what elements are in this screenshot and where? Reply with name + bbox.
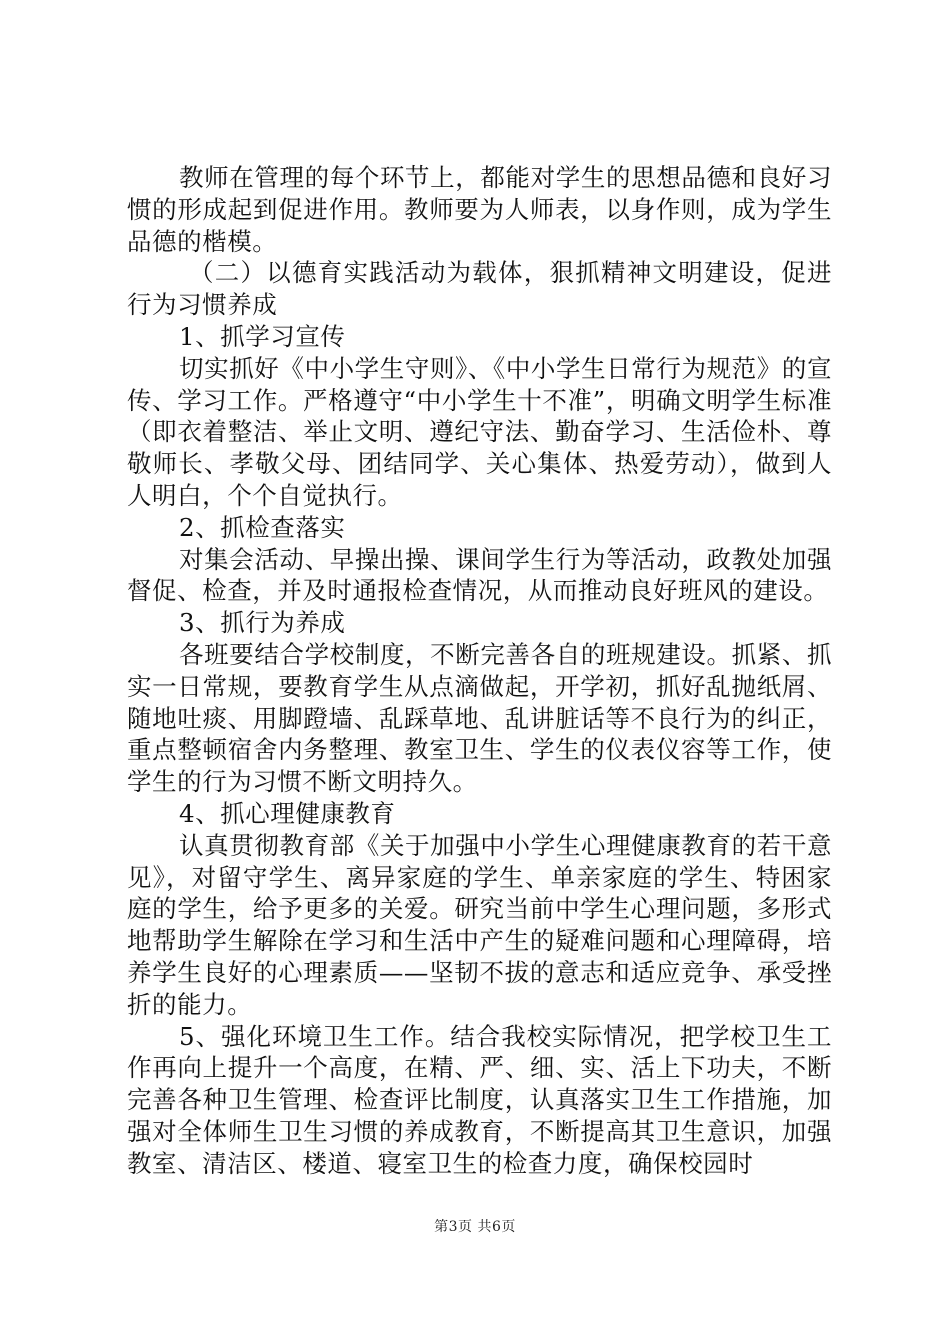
paragraph-study-publicity: 切实抓好《中小学生守则》、《中小学生日常行为规范》的宣传、学习工作。严格遵守“中小学生十不准”，明确文明学生标准（即衣着整洁、举止文明、遵纪守法、勤奋学习、生活俭朴、尊敬师长、孝敬父母、团结同学、关心集体、热爱劳动），做到人人明白，个个自觉执行。 — [127, 353, 832, 510]
item-heading-study-publicity: 1、抓学习宣传 — [179, 321, 346, 351]
item-heading-inspection: 2、抓检查落实 — [179, 512, 346, 542]
document-body — [127, 162, 832, 1180]
section-heading-moral-practice: （二）以德育实践活动为载体，狠抓精神文明建设，促进行为习惯养成 — [127, 258, 832, 320]
page-footer: 第3页 共6页 — [434, 1219, 516, 1235]
item-heading-mental-health: 4、抓心理健康教育 — [179, 798, 396, 828]
paragraph-behavior: 各班要结合学校制度，不断完善各自的班规建设。抓紧、抓实一日常规，要教育学生从点滴做起，开学初，抓好乱抛纸屑、随地吐痰、用脚蹬墙、乱踩草地、乱讲脏话等不良行为的纠正，重点整顿宿舍内务整理、教室卫生、学生的仪表仪容等工作，使学生的行为习惯不断文明持久。 — [127, 639, 832, 797]
paragraph-inspection: 对集会活动、早操出操、课间学生行为等活动，政教处加强督促、检查，并及时通报检查情况，从而推动良好班风的建设。 — [127, 544, 832, 606]
item-heading-behavior: 3、抓行为养成 — [179, 608, 346, 638]
paragraph-mental-health: 认真贯彻教育部《关于加强中小学生心理健康教育的若干意见》，对留守学生、离异家庭的学生、单亲家庭的学生、特困家庭的学生，给予更多的关爱。研究当前中学生心理问题，多形式地帮助学生解除在学习和生活中产生的疑难问题和心理障碍，培养学生良好的心理素质——坚韧不拔的意志和适应竞争、承受挫折的能力。 — [127, 830, 832, 1019]
paragraph-environment-hygiene: 5、强化环境卫生工作。结合我校实际情况，把学校卫生工作再向上提升一个高度，在精、严、细、实、活上下功夫，不断完善各种卫生管理、检查评比制度，认真落实卫生工作措施，加强对全体师生卫生习惯的养成教育，不断提高其卫生意识，加强教室、清洁区、楼道、寝室卫生的检查力度，确保校园时 — [127, 1021, 832, 1178]
paragraph-teacher-role: 教师在管理的每个环节上，都能对学生的思想品德和良好习惯的形成起到促进作用。教师要为人师表，以身作则，成为学生品德的楷模。 — [127, 163, 832, 256]
